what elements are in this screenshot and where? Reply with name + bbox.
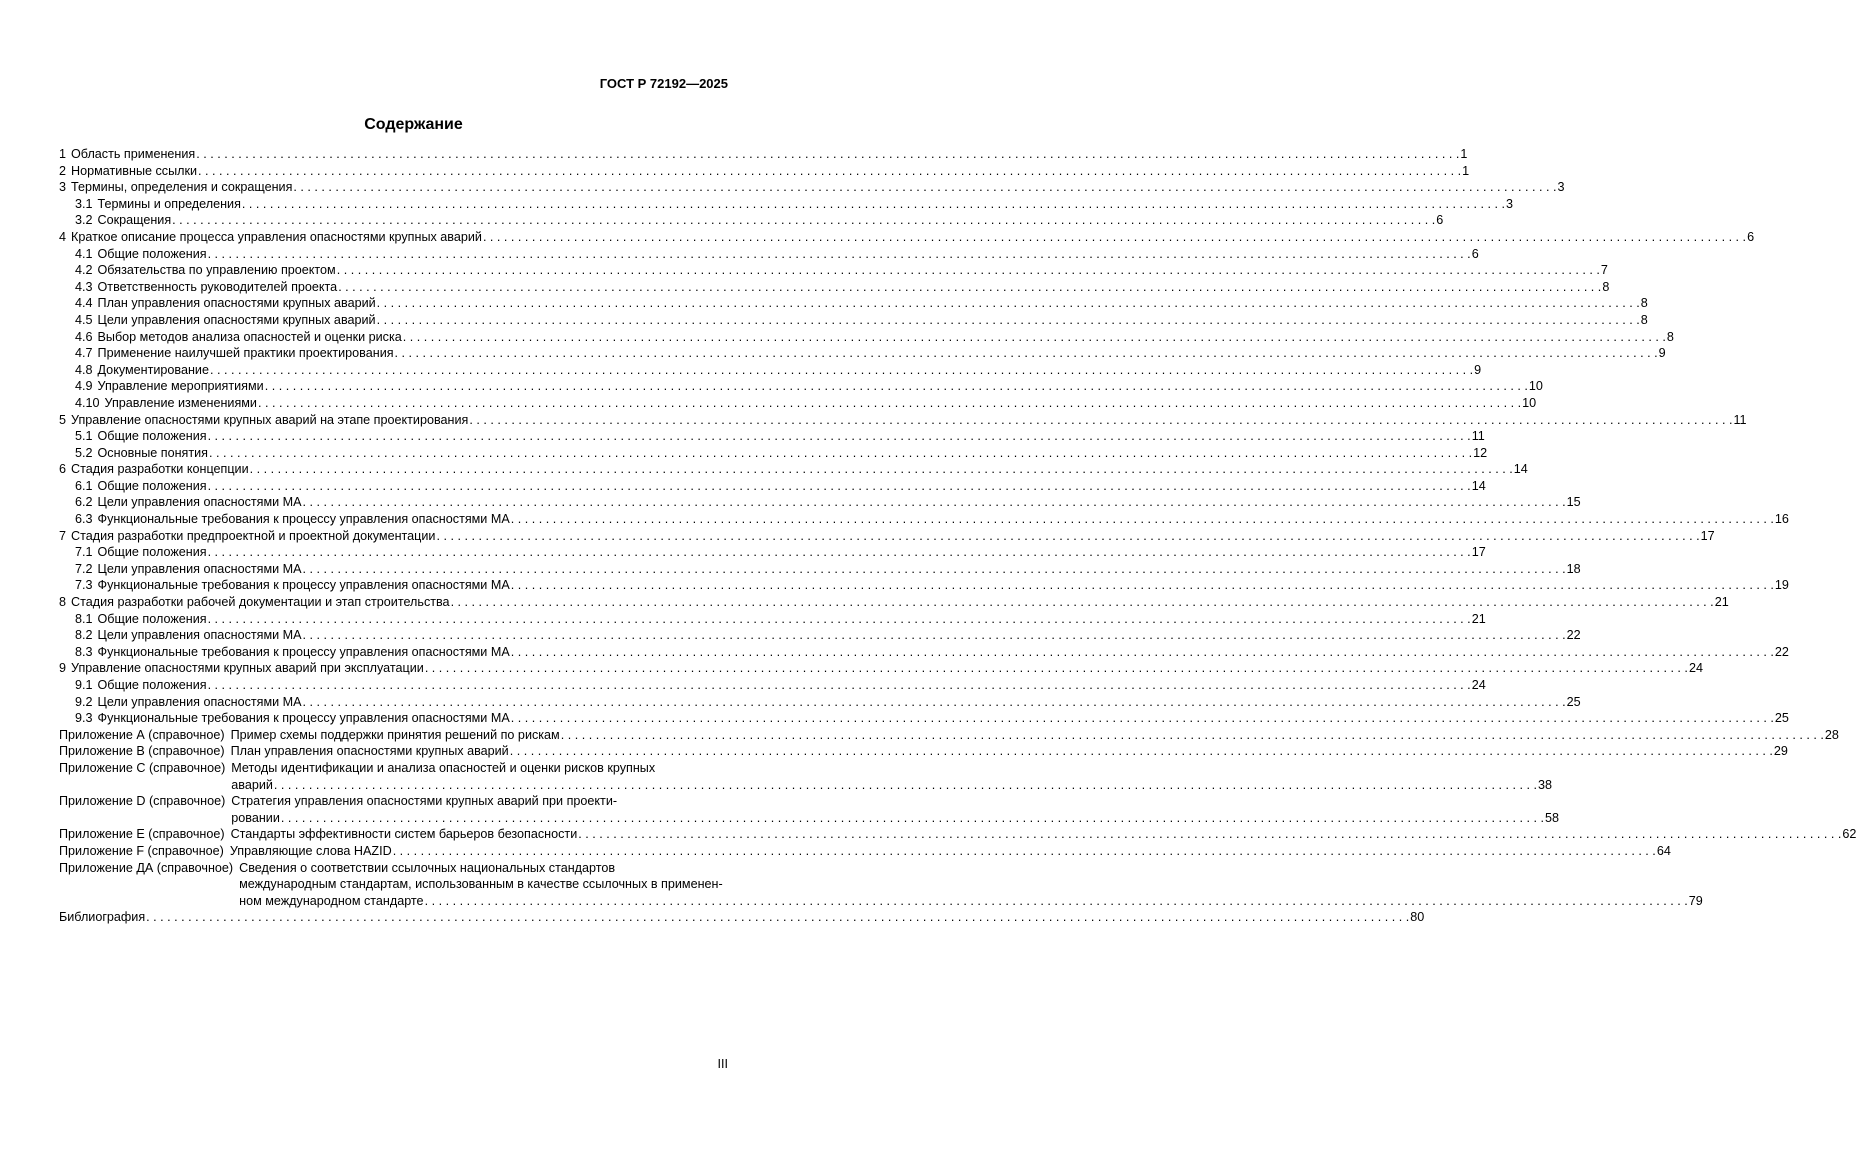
dot-leader — [436, 528, 1699, 545]
toc-entry[interactable] — [59, 577, 1789, 594]
toc-entry[interactable] — [59, 262, 1608, 279]
dot-leader — [303, 561, 1566, 578]
toc-entry-title: Общие положения — [97, 611, 207, 626]
toc-entry-page: 6 — [1436, 213, 1444, 228]
dot-leader — [274, 777, 1537, 794]
toc-entry[interactable] — [59, 179, 1565, 196]
toc-entry-page: 8 — [1640, 296, 1648, 311]
toc-entry-number: 4.4 — [75, 296, 93, 311]
toc-entry-page: 1 — [1462, 163, 1470, 178]
toc-entry-number: 5 — [59, 412, 67, 427]
toc-entry[interactable] — [59, 212, 1444, 229]
toc-entry-title: Управление опасностями крупных аварий при эксплуатации — [71, 661, 424, 676]
toc-entry-title: Стадия разработки концепции — [71, 462, 249, 477]
page-title: Содержание — [364, 116, 463, 133]
toc-entry[interactable] — [59, 644, 1789, 661]
toc-entry-page: 24 — [1688, 661, 1703, 676]
toc-entry-page: 8 — [1666, 329, 1674, 344]
appendix-page: 62 — [1842, 827, 1856, 842]
toc-entry-title: Стадия разработки рабочей документации и этап строительства — [71, 595, 450, 610]
toc-entry[interactable] — [59, 362, 1482, 379]
toc-entry-title: План управления опасностями крупных аварий — [97, 296, 376, 311]
appendix-title: Стандарты эффективности систем барьеров безопасности — [230, 827, 578, 842]
toc-appendix-entry[interactable] — [59, 743, 1788, 760]
toc-entry-number: 7 — [59, 528, 67, 543]
toc-entry-title: Функциональные требования к процессу управления опасностями МА — [97, 578, 510, 593]
toc-entry-title: Цели управления опасностями МА — [97, 495, 302, 510]
toc-entry-page: 10 — [1528, 379, 1543, 394]
toc-entry[interactable] — [59, 445, 1488, 462]
toc-entry-page: 3 — [1557, 180, 1565, 195]
toc-entry-title: Термины и определения — [97, 196, 241, 211]
toc-entry[interactable] — [59, 246, 1479, 263]
table-of-contents — [59, 146, 1856, 926]
toc-entry-title: Общие положения — [97, 246, 207, 261]
toc-entry-number: 4.5 — [75, 312, 93, 327]
toc-entry-number: 9.2 — [75, 694, 93, 709]
toc-entry-page: 11 — [1733, 412, 1747, 427]
dot-leader — [511, 577, 1774, 594]
toc-entry[interactable] — [59, 710, 1789, 727]
toc-entry-number: 7.2 — [75, 561, 93, 576]
dot-leader — [561, 727, 1824, 744]
toc-entry[interactable] — [59, 163, 1470, 180]
toc-entry-number: 6 — [59, 462, 67, 477]
toc-entry-page: 18 — [1566, 561, 1581, 576]
toc-entry-title: Ответственность руководителей проекта — [97, 279, 338, 294]
toc-entry-number: 4.9 — [75, 379, 93, 394]
toc-entry-title: Функциональные требования к процессу управления опасностями МА — [97, 711, 510, 726]
toc-entry-title: Функциональные требования к процессу управления опасностями МА — [97, 512, 510, 527]
dot-leader — [208, 428, 1471, 445]
toc-entry-title: Область применения — [71, 147, 196, 161]
dot-leader — [511, 710, 1774, 727]
toc-entry-title: Библиография — [59, 910, 146, 925]
toc-entry[interactable] — [59, 196, 1514, 213]
appendix-last-line — [231, 810, 1559, 827]
dot-leader — [242, 196, 1505, 213]
toc-entry-title: Цели управления опасностями МА — [97, 694, 302, 709]
toc-entry[interactable] — [59, 561, 1581, 578]
toc-entry-page: 25 — [1774, 711, 1789, 726]
toc-entry[interactable] — [59, 677, 1486, 694]
toc-entry-number: 6.2 — [75, 495, 93, 510]
toc-entry-number: 3 — [59, 180, 67, 195]
toc-entry-number: 3.2 — [75, 213, 93, 228]
toc-bibliography-entry[interactable] — [59, 909, 1425, 926]
dot-leader — [265, 378, 1528, 395]
toc-entry[interactable] — [59, 594, 1729, 611]
toc-entry-number: 4.10 — [75, 395, 100, 410]
appendix-label: Приложение А (справочное) — [59, 727, 225, 742]
toc-entry-page: 6 — [1471, 246, 1479, 261]
toc-entry-page: 9 — [1658, 346, 1666, 361]
dot-leader — [208, 611, 1471, 628]
toc-entry-title: Документирование — [97, 362, 209, 377]
toc-entry-title: Нормативные ссылки — [71, 163, 198, 178]
toc-entry-page: 17 — [1471, 545, 1486, 560]
toc-entry-number: 4.8 — [75, 362, 93, 377]
toc-entry[interactable] — [59, 146, 1468, 163]
dot-leader — [198, 163, 1461, 180]
appendix-title: Пример схемы поддержки принятия решений по рискам — [230, 727, 560, 742]
dot-leader — [208, 246, 1471, 263]
toc-entry-page: 22 — [1566, 628, 1581, 643]
toc-entry-title: Общие положения — [97, 545, 207, 560]
toc-entry[interactable] — [59, 461, 1528, 478]
dot-leader — [196, 146, 1459, 163]
toc-entry-number: 7.3 — [75, 578, 93, 593]
appendix-label: Приложение В (справочное) — [59, 744, 225, 759]
toc-entry[interactable] — [59, 345, 1666, 362]
toc-entry[interactable] — [59, 295, 1648, 312]
toc-entry-number: 8.2 — [75, 628, 93, 643]
toc-entry[interactable] — [59, 528, 1715, 545]
toc-entry-page: 14 — [1513, 462, 1528, 477]
dot-leader — [258, 395, 1521, 412]
toc-entry-title: Цели управления опасностями МА — [97, 561, 302, 576]
toc-entry[interactable] — [59, 229, 1755, 246]
page-number: III — [717, 1057, 728, 1071]
dot-leader — [578, 826, 1841, 843]
toc-entry[interactable] — [59, 428, 1485, 445]
dot-leader — [172, 212, 1435, 229]
toc-entry-page: 11 — [1471, 429, 1485, 444]
toc-entry-page: 24 — [1471, 678, 1486, 692]
toc-entry-number: 8.3 — [75, 644, 93, 659]
appendix-label: Приложение F (справочное) — [59, 843, 224, 858]
appendix-page: 64 — [1656, 843, 1671, 858]
dot-leader — [510, 743, 1773, 760]
dot-leader — [293, 179, 1556, 196]
toc-entry-page: 25 — [1566, 694, 1581, 709]
toc-entry-page: 8 — [1602, 279, 1610, 294]
dot-leader — [281, 810, 1544, 827]
dot-leader — [395, 345, 1658, 362]
toc-entry[interactable] — [59, 511, 1789, 528]
toc-entry-number: 8.1 — [75, 611, 93, 626]
dot-leader — [393, 843, 1656, 860]
toc-appendix-entry[interactable] — [59, 860, 1703, 910]
toc-entry-page: 16 — [1774, 512, 1789, 527]
toc-entry-page: 1 — [1460, 147, 1468, 161]
dot-leader — [451, 594, 1714, 611]
appendix-last-line — [231, 777, 1552, 794]
toc-entry-title: Управление опасностями крупных аварий на этапе проектирования — [71, 412, 469, 427]
toc-entry[interactable] — [59, 412, 1747, 429]
toc-appendix-entry[interactable] — [59, 793, 1560, 826]
toc-entry-number: 2 — [59, 163, 67, 178]
dot-leader — [511, 511, 1774, 528]
toc-entry-title: Обязательства по управлению проектом — [97, 263, 336, 278]
dot-leader — [209, 445, 1472, 462]
toc-entry[interactable] — [59, 329, 1674, 346]
toc-entry[interactable] — [59, 378, 1543, 395]
dot-leader — [208, 478, 1471, 495]
appendix-title-line: ровании — [231, 810, 280, 825]
toc-entry-title: Краткое описание процесса управления опасностями крупных аварий — [71, 229, 482, 244]
toc-entry[interactable] — [59, 494, 1581, 511]
toc-entry-page: 6 — [1747, 229, 1755, 244]
toc-entry-title: Общие положения — [97, 478, 207, 493]
appendix-label: Приложение D (справочное) — [59, 794, 226, 809]
toc-appendix-entry[interactable] — [59, 760, 1553, 793]
dot-leader — [377, 295, 1640, 312]
dot-leader — [469, 412, 1732, 429]
appendix-page: 58 — [1545, 810, 1560, 825]
toc-entry-page: 12 — [1473, 445, 1488, 460]
toc-entry-number: 3.1 — [75, 196, 93, 211]
toc-entry-title: Выбор методов анализа опасностей и оценки риска — [97, 329, 402, 344]
dot-leader — [377, 312, 1640, 329]
toc-entry-page: 10 — [1522, 395, 1537, 410]
toc-entry-number: 7.1 — [75, 545, 93, 560]
toc-entry-title: Цели управления опасностями крупных аварий — [97, 312, 376, 327]
toc-entry[interactable] — [59, 478, 1486, 495]
appendix-last-line — [239, 893, 1703, 910]
toc-entry-number: 4.2 — [75, 263, 93, 278]
dot-leader — [425, 660, 1688, 677]
toc-entry[interactable] — [59, 544, 1486, 561]
toc-entry-title: Управление изменениями — [104, 395, 257, 410]
appendix-label: Приложение ДА (справочное) — [59, 860, 234, 875]
toc-entry[interactable] — [59, 694, 1581, 711]
toc-entry-number: 6.3 — [75, 512, 93, 527]
appendix-page: 79 — [1688, 893, 1703, 908]
toc-entry-page: 14 — [1471, 478, 1486, 493]
toc-entry-title: Сокращения — [97, 213, 172, 228]
appendix-page: 28 — [1824, 727, 1839, 742]
dot-leader — [208, 544, 1471, 561]
toc-entry-number: 9.1 — [75, 678, 93, 692]
toc-entry-title: Общие положения — [97, 678, 207, 692]
toc-entry-title: Стадия разработки предпроектной и проектной документации — [71, 528, 436, 543]
appendix-title-line: ном международном стандарте — [239, 893, 424, 908]
toc-entry-page: 21 — [1471, 611, 1486, 626]
toc-entry-title: Применение наилучшей практики проектирования — [97, 346, 394, 361]
toc-entry-number: 1 — [59, 147, 67, 161]
dot-leader — [250, 461, 1513, 478]
dot-leader — [303, 494, 1566, 511]
dot-leader — [303, 627, 1566, 644]
dot-leader — [303, 694, 1566, 711]
dot-leader — [337, 262, 1600, 279]
toc-entry-title: Функциональные требования к процессу управления опасностями МА — [97, 644, 510, 659]
toc-entry-page: 22 — [1774, 644, 1789, 659]
toc-entry-page: 3 — [1506, 196, 1514, 211]
toc-entry-number: 4.3 — [75, 279, 93, 294]
toc-entry[interactable] — [59, 312, 1648, 329]
toc-appendix-entry[interactable] — [59, 727, 1839, 744]
toc-entry-page: 17 — [1700, 528, 1715, 543]
toc-entry-title: Термины, определения и сокращения — [71, 180, 293, 195]
appendix-page: 38 — [1538, 777, 1553, 792]
appendix-title: План управления опасностями крупных аварий — [230, 744, 509, 759]
appendix-title-line: Стратегия управления опасностями крупных аварий при проекти- — [231, 794, 618, 809]
toc-entry-page: 9 — [1474, 362, 1482, 377]
toc-entry-number: 4 — [59, 229, 67, 244]
toc-entry[interactable] — [59, 627, 1581, 644]
dot-leader — [425, 893, 1688, 910]
toc-entry-number: 4.7 — [75, 346, 93, 361]
toc-entry-page: 7 — [1600, 263, 1608, 278]
toc-entry-number: 5.1 — [75, 429, 93, 444]
standard-code: ГОСТ Р 72192—2025 — [599, 76, 728, 91]
appendix-label: Приложение Е (справочное) — [59, 827, 225, 842]
toc-entry-page: 21 — [1714, 595, 1729, 610]
toc-entry-page: 15 — [1566, 495, 1581, 510]
toc-entry-title: Общие положения — [97, 429, 207, 444]
dot-leader — [483, 229, 1746, 246]
toc-appendix-entry[interactable] — [59, 843, 1671, 860]
appendix-title-line: аварий — [231, 777, 273, 792]
toc-entry[interactable] — [59, 660, 1703, 677]
appendix-title-line: Сведения о соответствии ссылочных национальных стандартов — [239, 860, 616, 875]
dot-leader — [511, 644, 1774, 661]
dot-leader — [208, 677, 1471, 694]
appendix-title-line: Методы идентификации и анализа опасностей и оценки рисков крупных — [231, 760, 656, 775]
toc-entry-number: 4.1 — [75, 246, 93, 261]
appendix-page: 29 — [1773, 744, 1788, 759]
toc-entry-page: 8 — [1640, 312, 1648, 327]
dot-leader — [338, 279, 1601, 296]
toc-entry-page: 19 — [1774, 578, 1789, 593]
dot-leader — [146, 909, 1409, 926]
toc-entry-title: Управление мероприятиями — [97, 379, 264, 394]
appendix-title-line: международным стандартам, использованным в качестве ссылочных в применен- — [239, 877, 723, 892]
dot-leader — [403, 329, 1666, 346]
toc-entry-number: 9 — [59, 661, 67, 676]
toc-entry-number: 6.1 — [75, 478, 93, 493]
toc-entry-number: 4.6 — [75, 329, 93, 344]
toc-entry[interactable] — [59, 395, 1537, 412]
toc-appendix-entry[interactable] — [59, 826, 1856, 843]
appendix-label: Приложение С (справочное) — [59, 760, 226, 775]
dot-leader — [210, 362, 1473, 379]
toc-entry-number: 5.2 — [75, 445, 93, 460]
toc-entry-title: Цели управления опасностями МА — [97, 628, 302, 643]
toc-entry[interactable] — [59, 279, 1610, 296]
toc-entry-page: 80 — [1410, 910, 1425, 925]
toc-entry-number: 9.3 — [75, 711, 93, 726]
toc-entry-title: Основные понятия — [97, 445, 208, 460]
toc-entry-number: 8 — [59, 595, 67, 610]
toc-entry[interactable] — [59, 611, 1486, 628]
appendix-title: Управляющие слова HAZID — [229, 843, 392, 858]
